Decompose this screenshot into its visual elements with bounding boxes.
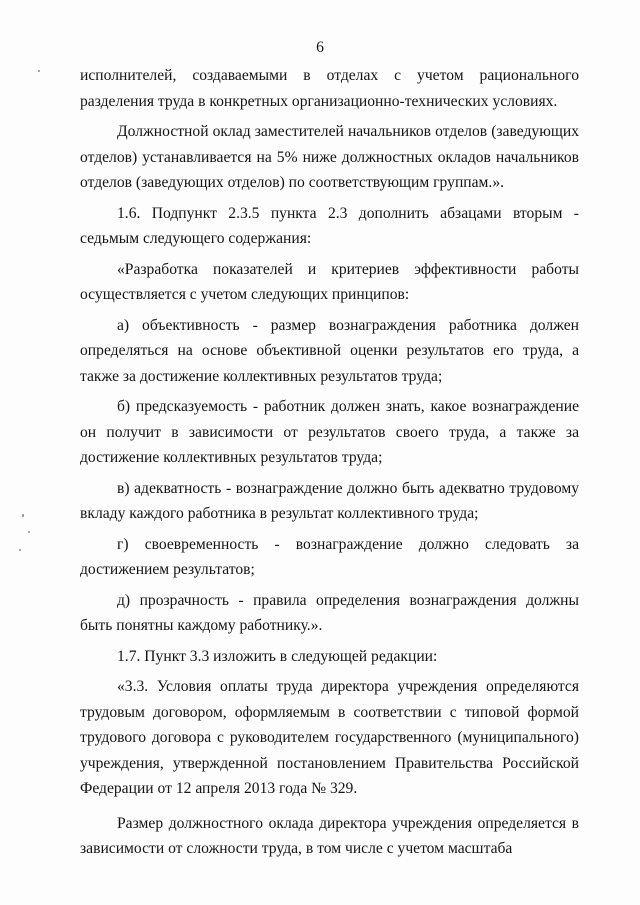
paragraph-item-1-7: 1.7. Пункт 3.3 изложить в следующей редакции: [117,647,438,665]
document-body [80,63,579,862]
scan-speck [19,549,21,551]
paragraph-principles-intro: «Разработка показателей и критериев эффективности работы осуществляется с учетом следующих принципов: [80,260,579,303]
paragraph-principle-c: в) адекватность - вознаграждение должно быть адекватно трудовому вкладу каждого работника в результат коллективного труда; [80,479,579,522]
paragraph-principle-d: г) своевременность - вознаграждение должно следовать за достижением результатов; [80,535,579,578]
scan-speck [22,514,24,517]
paragraph-continuation: исполнителей, создаваемыми в отделах с учетом рационального разделения труда в конкретных организационно-технических условиях. [80,67,579,110]
paragraph-deputy-salary: Должностной оклад заместителей начальников отделов (заведующих отделов) устанавливается на 5% ниже должностных окладов начальников отделов (заведующих отделов) по соответствующим группам.». [80,123,579,191]
paragraph-item-3-3: «3.3. Условия оплаты труда директора учреждения определяются трудовым договором, оформляемым в соответствии с типовой формой трудового договора с руководителем государственного (муниципального) учреждения, утвержденной постановлением Правительства Российской Федерации от 12 апреля 2013 года № 329. [80,678,579,797]
paragraph-principle-b: б) предсказуемость - работник должен знать, какое вознаграждение он получит в зависимости от результатов своего труда, а также за достижение коллективных результатов труда; [80,398,579,466]
scan-speck [38,70,40,72]
paragraph-director-salary: Размер должностного оклада директора учреждения определяется в зависимости от сложности труда, в том числе с учетом масштаба [80,814,579,857]
paragraph-principle-e: д) прозрачность - правила определения вознаграждения должны быть понятны каждому работнику.». [80,591,579,634]
paragraph-principle-a: а) объективность - размер вознаграждения работника должен определяться на основе объективной оценки результатов его труда, а также за достижение коллективных результатов труда; [80,316,579,385]
scan-speck [28,531,30,533]
page-number: 6 [316,39,324,56]
paragraph-item-1-6: 1.6. Подпункт 2.3.5 пункта 2.3 дополнить абзацами вторым - седьмым следующего содержания: [80,204,579,247]
